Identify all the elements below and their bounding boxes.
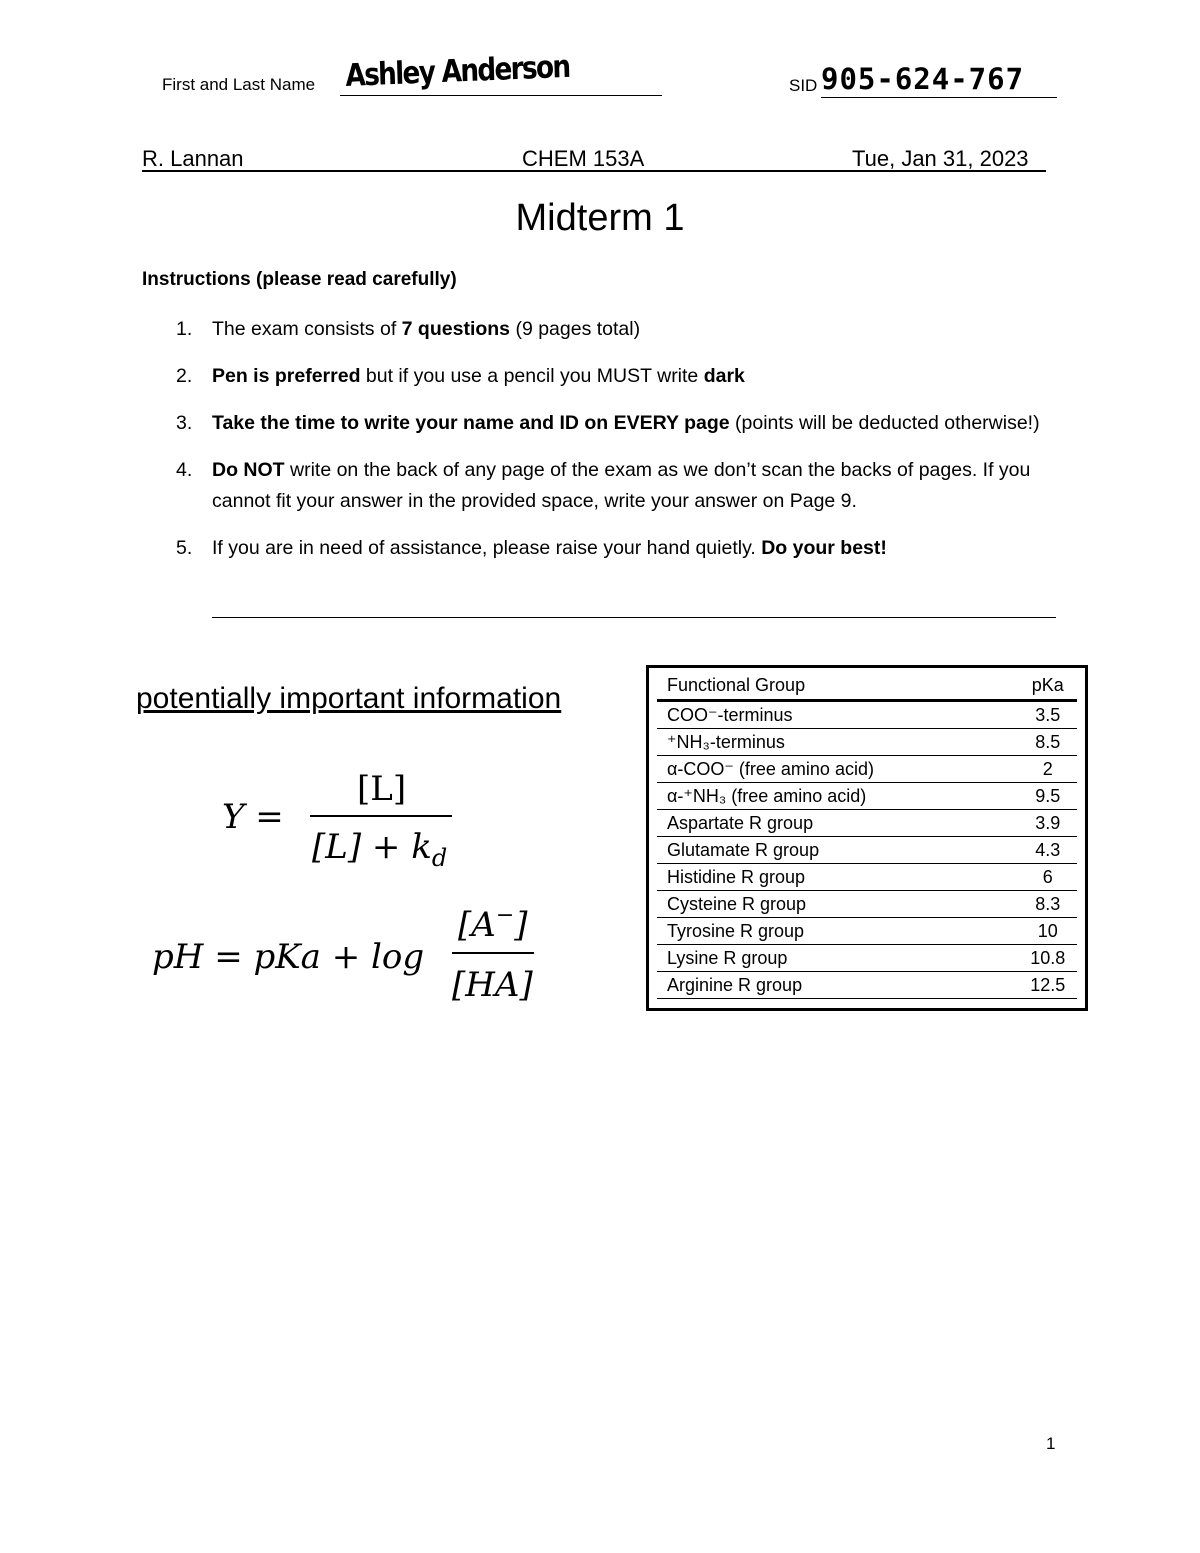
pka-value-cell: 4.3 bbox=[1019, 837, 1077, 864]
instruction-item bbox=[172, 361, 1052, 392]
instruction-text: Do your best! bbox=[761, 537, 887, 559]
pka-table-row bbox=[657, 972, 1077, 999]
instruction-number: 5. bbox=[176, 537, 193, 559]
pka-table-row bbox=[657, 756, 1077, 783]
course-code: CHEM 153A bbox=[522, 146, 645, 171]
instruction-item bbox=[172, 314, 1052, 345]
instruction-text: The exam consists of bbox=[212, 318, 402, 340]
instruction-text: 7 questions bbox=[401, 318, 511, 340]
pka-table-header-row bbox=[657, 672, 1077, 701]
instruction-text: but if you use a pencil you MUST write bbox=[360, 365, 704, 387]
instruction-number: 3. bbox=[176, 412, 193, 434]
instructions-list bbox=[172, 314, 1052, 580]
pka-value-cell: 3.5 bbox=[1019, 701, 1077, 729]
instruction-text: write on the back of any page of the exam as we don’t scan the backs of pages. If you cannot fit your answer in the provided space, write your answer on Page 9. bbox=[212, 459, 1031, 512]
header-pka: pKa bbox=[1019, 672, 1077, 701]
instruction-text: If you are in need of assistance, please raise your hand quietly. bbox=[212, 537, 762, 559]
formula1-lhs: Y = bbox=[222, 797, 284, 837]
pka-table-box bbox=[646, 665, 1088, 1011]
info-heading: potentially important information bbox=[136, 682, 562, 715]
functional-group-cell: α-⁺NH₃ (free amino acid) bbox=[657, 783, 1019, 810]
functional-group-cell: Cysteine R group bbox=[657, 891, 1019, 918]
functional-group-cell: Arginine R group bbox=[657, 972, 1019, 999]
pka-table-row bbox=[657, 918, 1077, 945]
handwritten-name: Ashley Anderson bbox=[344, 48, 570, 94]
instruction-text: Do NOT bbox=[212, 459, 285, 481]
pka-value-cell: 12.5 bbox=[1019, 972, 1077, 999]
name-underline bbox=[340, 95, 662, 96]
functional-group-cell: Aspartate R group bbox=[657, 810, 1019, 837]
functional-group-cell: Tyrosine R group bbox=[657, 918, 1019, 945]
instruction-text: Take the time to write your name and ID on EVERY page bbox=[212, 412, 730, 434]
pka-table-row bbox=[657, 837, 1077, 864]
instruction-number: 1. bbox=[176, 318, 193, 340]
instruction-item bbox=[172, 533, 1052, 564]
instruction-item bbox=[172, 455, 1052, 517]
pka-value-cell: 8.5 bbox=[1019, 729, 1077, 756]
pka-value-cell: 10 bbox=[1019, 918, 1077, 945]
formula2-lhs: pH = pKa + log bbox=[152, 937, 425, 977]
exam-date: Tue, Jan 31, 2023 bbox=[852, 146, 1029, 171]
pka-table-row bbox=[657, 864, 1077, 891]
pka-table-row bbox=[657, 783, 1077, 810]
formula1-numerator: [L] bbox=[357, 769, 407, 809]
instruction-text: Pen is preferred bbox=[212, 365, 361, 387]
instructor-name: R. Lannan bbox=[142, 146, 244, 171]
pka-table-row bbox=[657, 810, 1077, 837]
instruction-text: dark bbox=[703, 365, 745, 387]
handwritten-sid: 905-624-767 bbox=[821, 62, 1025, 96]
functional-group-cell: Histidine R group bbox=[657, 864, 1019, 891]
instruction-item bbox=[172, 408, 1052, 439]
functional-group-cell: COO⁻-terminus bbox=[657, 701, 1019, 729]
pka-value-cell: 6 bbox=[1019, 864, 1077, 891]
formula2-numerator: [A−] bbox=[458, 903, 528, 945]
pka-table-row bbox=[657, 701, 1077, 729]
pka-table-row bbox=[657, 891, 1077, 918]
pka-table-row bbox=[657, 945, 1077, 972]
instructions-heading: Instructions (please read carefully) bbox=[142, 269, 457, 290]
instruction-text: (9 pages total) bbox=[510, 318, 641, 340]
pka-value-cell: 9.5 bbox=[1019, 783, 1077, 810]
pka-value-cell: 10.8 bbox=[1019, 945, 1077, 972]
functional-group-cell: ⁺NH₃-terminus bbox=[657, 729, 1019, 756]
pka-value-cell: 8.3 bbox=[1019, 891, 1077, 918]
pka-value-cell: 2 bbox=[1019, 756, 1077, 783]
instruction-number: 2. bbox=[176, 365, 193, 387]
sid-underline bbox=[821, 97, 1057, 98]
pka-value-cell: 3.9 bbox=[1019, 810, 1077, 837]
formula1-denominator: $[L] + k_d$ bbox=[312, 827, 448, 872]
page-title: Midterm 1 bbox=[515, 197, 685, 239]
instructions-divider bbox=[212, 617, 1056, 618]
functional-group-cell: Glutamate R group bbox=[657, 837, 1019, 864]
instruction-number: 4. bbox=[176, 459, 193, 481]
formula2-denominator: [HA] bbox=[452, 965, 533, 1005]
sid-label: SID bbox=[789, 76, 818, 95]
functional-group-cell: α-COO⁻ (free amino acid) bbox=[657, 756, 1019, 783]
name-label: First and Last Name bbox=[162, 75, 316, 94]
pka-table-row bbox=[657, 729, 1077, 756]
pka-table bbox=[657, 672, 1077, 999]
course-underline bbox=[142, 170, 1046, 172]
page-number: 1 bbox=[1046, 1434, 1056, 1453]
functional-group-cell: Lysine R group bbox=[657, 945, 1019, 972]
instruction-text: (points will be deducted otherwise!) bbox=[729, 412, 1040, 434]
formulas bbox=[130, 750, 610, 1010]
header-functional-group: Functional Group bbox=[657, 672, 1019, 701]
